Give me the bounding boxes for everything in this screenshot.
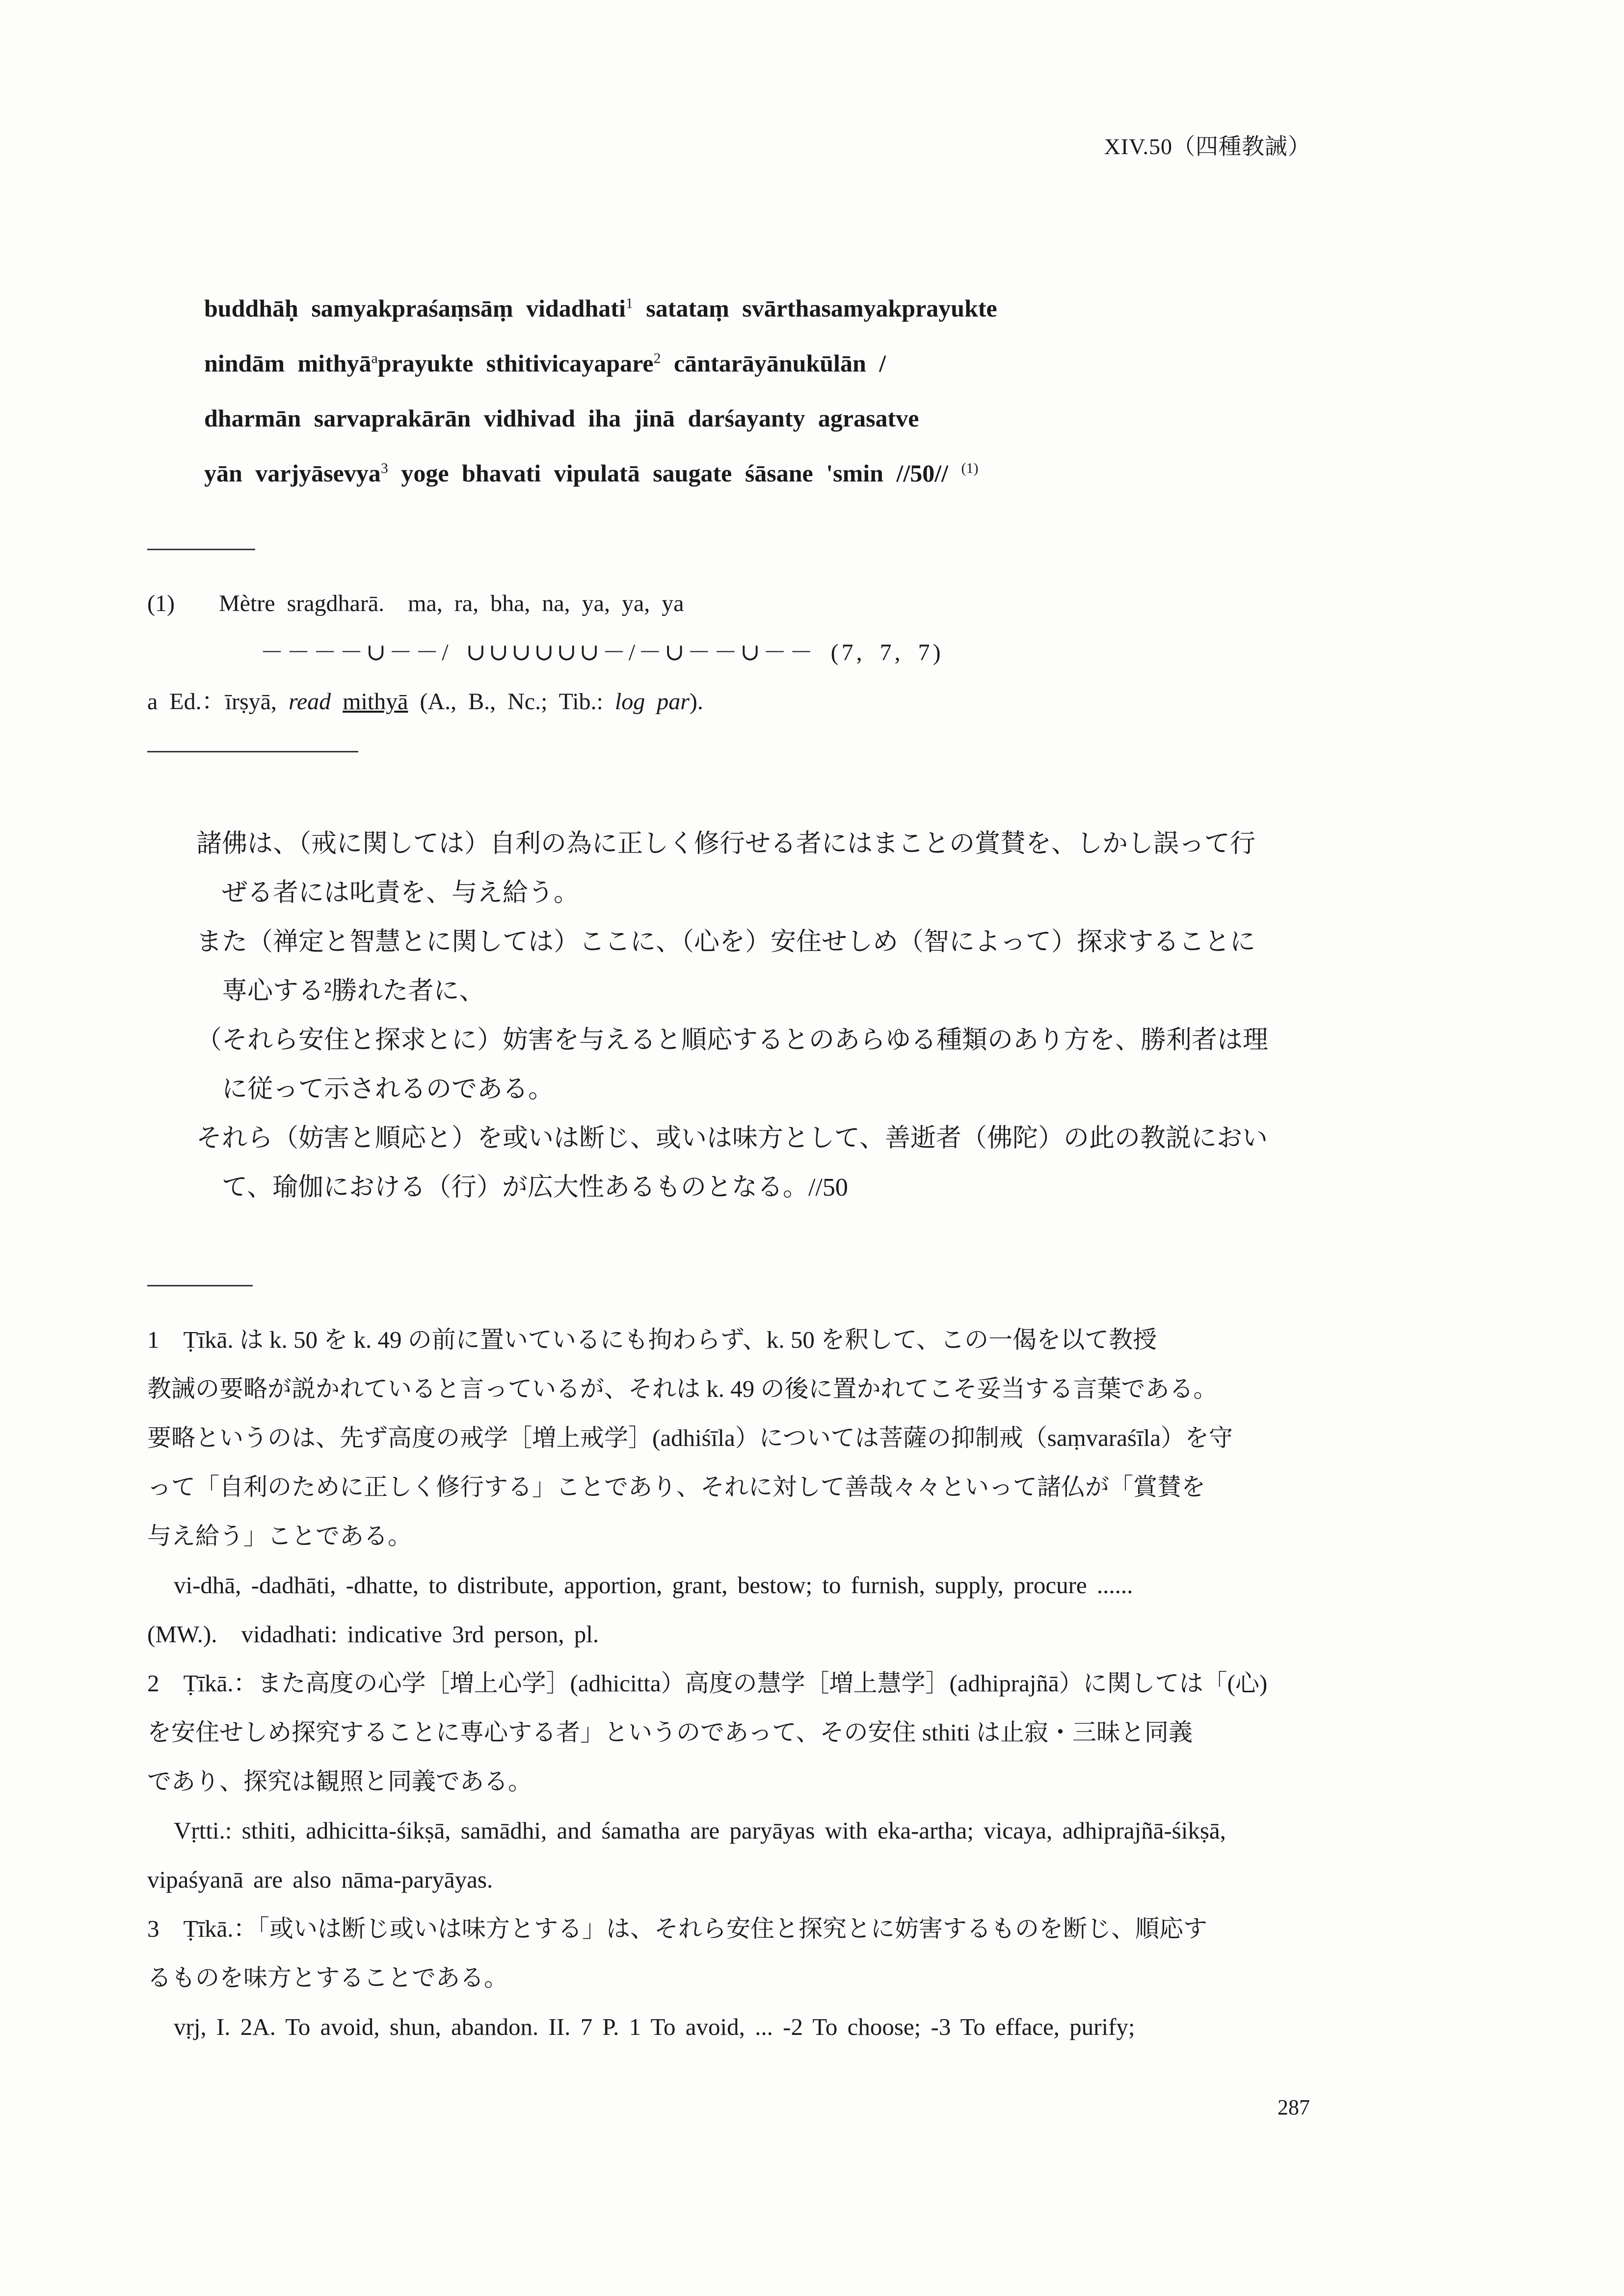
dictionary-citation: (MW.). vidadhati: indicative 3rd person, pl.: [147, 1621, 599, 1648]
translation-line: 諸佛は、（戒に関しては）自利の為に正しく修行せる者にはまことの賞賛を、しかし誤って行 ぜる者には叱責を、与え給う。: [196, 830, 1256, 907]
footnote-ref: 2: [653, 350, 661, 367]
note-divider: [147, 751, 358, 752]
dictionary-citation: vi-dhā, -dadhāti, -dhatte, to distribute, apportion, grant, bestow; to furnish, supply, procure ......: [174, 1572, 1133, 1599]
footnote-ref: 3: [380, 460, 388, 477]
translation-line: （それら安住と探求とに）妨害を与えると順応するとのあらゆる種類のあり方を、勝利者は理 に従って示されるのである。: [196, 1026, 1269, 1103]
footnote-ref: 1: [625, 295, 633, 312]
footnote-3: 3 Ṭīkā.：「或いは断じ或いは味方とする」は、それら安住と探究とに妨害するものを断じ、順応す るものを味方とすることである。 vṛj, I. 2A. To avoid, shun, abandon. II. 7 P. 1 To avoid, ... -2 To choose; -3 To efface, purify;: [147, 1904, 1305, 2052]
metre-note: [147, 579, 1325, 726]
verse-line: nindām mithyā$^a$prayukte sthitivicayapare$^2$ cāntarāyānukūlān /: [204, 349, 886, 377]
verse-line: dharmān sarvaprakārān vidhivad iha jinā darśayanty agrasatve: [204, 404, 919, 432]
verse-line: yān varjyāsevya$^3$ yoge bhavati vipulatā saugate śāsane 'smin //50// $^{(1)}$: [204, 459, 979, 487]
page-number: 287: [1278, 2095, 1310, 2119]
footnote-2: 2 Ṭīkā.：また高度の心学［増上心学］(adhicitta）高度の慧学［増上慧学］(adhiprajñā）に関しては「(心) を安住せしめ探究することに専心する者」というのであって、その安住 sthiti は止寂・三昧と同義 であり、探究は観照と同義である。 Vṛtti.: sthiti, adhicitta-śikṣā, samādhi, and śamatha are paryāyas with eka-artha; vicaya, adhiprajñā-śikṣā, vipaśyanā are also nāma-paryāyas.: [147, 1659, 1305, 1904]
verse-line: buddhāḥ samyakpraśaṃsāṃ vidadhati$^1$ satataṃ svārthasamyakprayukte: [204, 294, 997, 322]
metre-note-ref: (1): [961, 460, 979, 477]
dictionary-citation: vṛj, I. 2A. To avoid, shun, abandon. II. 7 P. 1 To avoid, ... -2 To choose; -3 To efface, purify;: [174, 2013, 1135, 2040]
japanese-translation: [196, 820, 1305, 1212]
vrtti-citation: Vṛtti.: sthiti, adhicitta-śikṣā, samādhi, and śamatha are paryāyas with eka-artha; vicaya, adhiprajñā-śikṣā,: [174, 1817, 1226, 1844]
running-head: XIV.50（四種教誡）: [1104, 134, 1311, 159]
variant-ref: a: [371, 350, 378, 367]
vrtti-citation: vipaśyanā are also nāma-paryāyas.: [147, 1866, 493, 1893]
footnote-1: 1 Ṭīkā. は k. 50 を k. 49 の前に置いているにも拘わらず、k. 50 を釈して、この一偈を以て教授 教誡の要略が説かれていると言っているが、それは k. 49 の後に置かれてこそ妥当する言葉である。 要略というのは、先ず高度の戒学［増上戒学］(adhiśīla）については菩薩の抑制戒（saṃvaraśīla）を守 って「自利のために正しく修行する」ことであり、それに対して善哉々々といって諸仏が「賞賛を 与え給う」ことである。 vi-dhā, -dadhāti, -dhatte, to distribute, apportion, grant, bestow; to furnish, supply, procure ...... (MW.). vidadhati: indicative 3rd person, pl.: [147, 1315, 1305, 1659]
sanskrit-verse: [204, 281, 1333, 501]
translation-line: それら（妨害と順応と）を或いは断じ、或いは味方として、善逝者（佛陀）の此の教説におい て、瑜伽における（行）が広大性あるものとなる。//50: [196, 1124, 1268, 1201]
variant-note: a Ed.：īrṣyā, read mithyā (A., B., Nc.; Tib.: log par).: [147, 689, 703, 715]
footnotes: [147, 1315, 1305, 2052]
footnote-divider: [147, 1285, 253, 1286]
translation-line: また（禅定と智慧とに関しては）ここに、（心を）安住せしめ（智によって）探求することに 専心する²勝れた者に、: [196, 928, 1256, 1005]
note-divider: [147, 549, 255, 550]
metre-scheme: －－－－∪－－/ ∪∪∪∪∪∪－/－∪－－∪－－ (7, 7, 7): [260, 640, 944, 666]
metre-line: (1) Mètre sragdharā. ma, ra, bha, na, ya, ya, ya: [147, 590, 684, 616]
